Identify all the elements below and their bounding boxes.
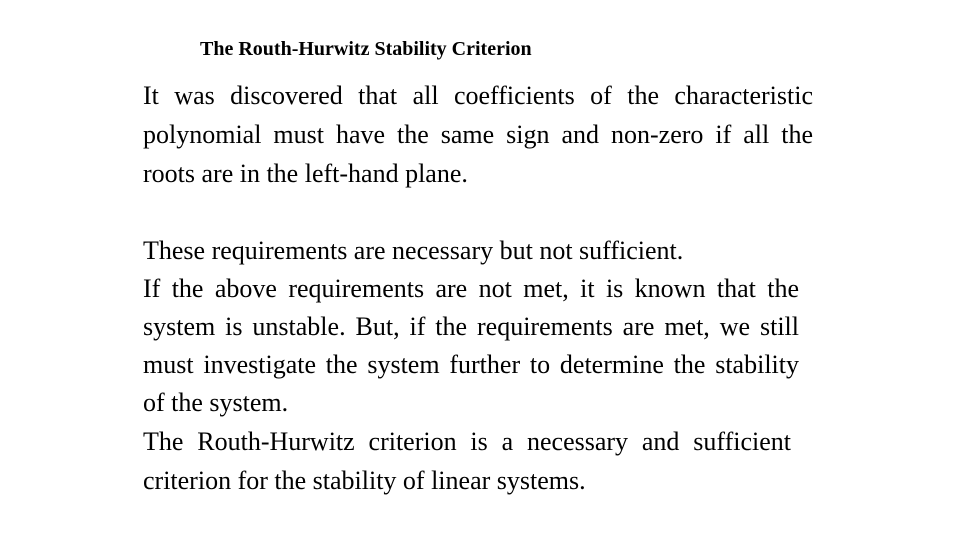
paragraph-criterion: The Routh-Hurwitz criterion is a necessary and sufficient criterion for the stability of linear systems. <box>143 427 791 495</box>
slide-title: The Routh-Hurwitz Stability Criterion <box>200 38 532 60</box>
paragraph-requirements: These requirements are necessary but not sufficient. <box>143 236 684 265</box>
paragraph-coefficients: It was discovered that all coefficients of the characteristic polynomial must have the same sign and non-zero if all the roots are in the left-hand plane. <box>143 81 813 188</box>
paragraph-unstable: If the above requirements are not met, it is known that the system is unstable. But, if the requirements are met, we still must investigate the system further to determine the stability of the system. <box>143 274 799 417</box>
